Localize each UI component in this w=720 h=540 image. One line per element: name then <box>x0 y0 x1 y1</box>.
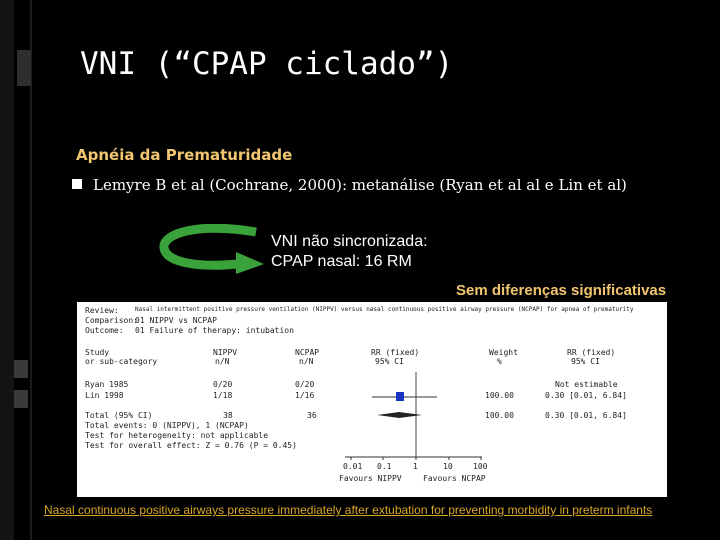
outcome-value: 01 Failure of therapy: intubation <box>135 326 294 335</box>
total-ncpap: 36 <box>307 411 317 420</box>
curved-arrow-icon <box>156 224 268 274</box>
slide-title: VNI (“CPAP ciclado”) <box>80 46 454 82</box>
tick-label-1: 1 <box>413 462 418 471</box>
col-nippv-2: n/N <box>215 357 230 366</box>
total-label: Total (95% CI) <box>85 411 153 420</box>
row-2-ncpap: 1/16 <box>295 391 315 400</box>
effect-square-lin-1998 <box>396 392 404 401</box>
favours-nippv: Favours NIPPV <box>339 474 402 483</box>
left-accent-dash-2 <box>14 390 28 408</box>
title-accent-block <box>17 50 31 86</box>
square-bullet-icon <box>72 179 82 189</box>
col-study-2: or sub-category <box>85 357 158 366</box>
comparison-line-2: CPAP nasal: 16 RM <box>271 253 412 270</box>
comparison-text <box>271 232 428 272</box>
col-rr-right: RR (fixed) <box>567 348 616 357</box>
comparison-value: 01 NIPPV vs NCPAP <box>135 316 217 325</box>
review-value: Nasal intermittent positive pressure ventilation (NIPPV) versus nasal continuous positive airway pressure (NCPAP) for apnea of prematurity <box>135 306 634 313</box>
review-label: Review: <box>85 306 119 315</box>
heterogeneity-test: Test for heterogeneity: not applicable <box>85 431 269 440</box>
overall-effect-test: Test for overall effect: Z = 0.76 (P = 0.45) <box>85 441 297 450</box>
tick-label-01: 0.1 <box>377 462 392 471</box>
result-text: Sem diferenças significativas <box>456 282 667 299</box>
tick-label-100: 100 <box>473 462 488 471</box>
col-weight-2: % <box>497 357 502 366</box>
col-rr-right-2: 95% CI <box>571 357 600 366</box>
row-1-ncpap: 0/20 <box>295 380 315 389</box>
reference-link[interactable]: Nasal continuous positive airways pressure immediately after extubation for preventing morbidity in preterm infants <box>44 503 653 517</box>
tick-label-10: 10 <box>443 462 453 471</box>
row-2-ci: 0.30 [0.01, 6.84] <box>545 391 627 400</box>
row-1-nippv: 0/20 <box>213 380 233 389</box>
left-accent-dash-1 <box>14 360 28 378</box>
col-rr: RR (fixed) <box>371 348 420 357</box>
total-weight: 100.00 <box>485 411 514 420</box>
total-events: Total events: 0 (NIPPV), 1 (NCPAP) <box>85 421 249 430</box>
row-1-study: Ryan 1985 <box>85 380 129 389</box>
col-ncpap-2: n/N <box>299 357 314 366</box>
pooled-diamond <box>377 412 422 418</box>
forest-plot-graphic <box>77 302 667 497</box>
outcome-label: Outcome: <box>85 326 124 335</box>
favours-ncpap: Favours NCPAP <box>423 474 486 483</box>
slide-subheading: Apnéia da Prematuridade <box>76 146 293 164</box>
total-ci: 0.30 [0.01, 6.84] <box>545 411 627 420</box>
total-nippv: 38 <box>223 411 233 420</box>
col-ncpap: NCPAP <box>295 348 320 357</box>
col-nippv: NIPPV <box>213 348 238 357</box>
col-study: Study <box>85 348 110 357</box>
comparison-line-1: VNI não sincronizada: <box>271 233 428 250</box>
comparison-label: Comparison: <box>85 316 138 325</box>
row-1-ci: Not estimable <box>555 380 618 389</box>
left-accent-bar <box>0 0 14 540</box>
row-2-nippv: 1/18 <box>213 391 233 400</box>
row-2-study: Lin 1998 <box>85 391 124 400</box>
col-rr-2: 95% CI <box>375 357 404 366</box>
forest-plot-figure <box>77 302 667 497</box>
row-2-weight: 100.00 <box>485 391 514 400</box>
col-weight: Weight <box>489 348 518 357</box>
tick-label-001: 0.01 <box>343 462 363 471</box>
bullet-text: Lemyre B et al (Cochrane, 2000): metanálise (Ryan et al al e Lin et al) <box>93 176 627 194</box>
